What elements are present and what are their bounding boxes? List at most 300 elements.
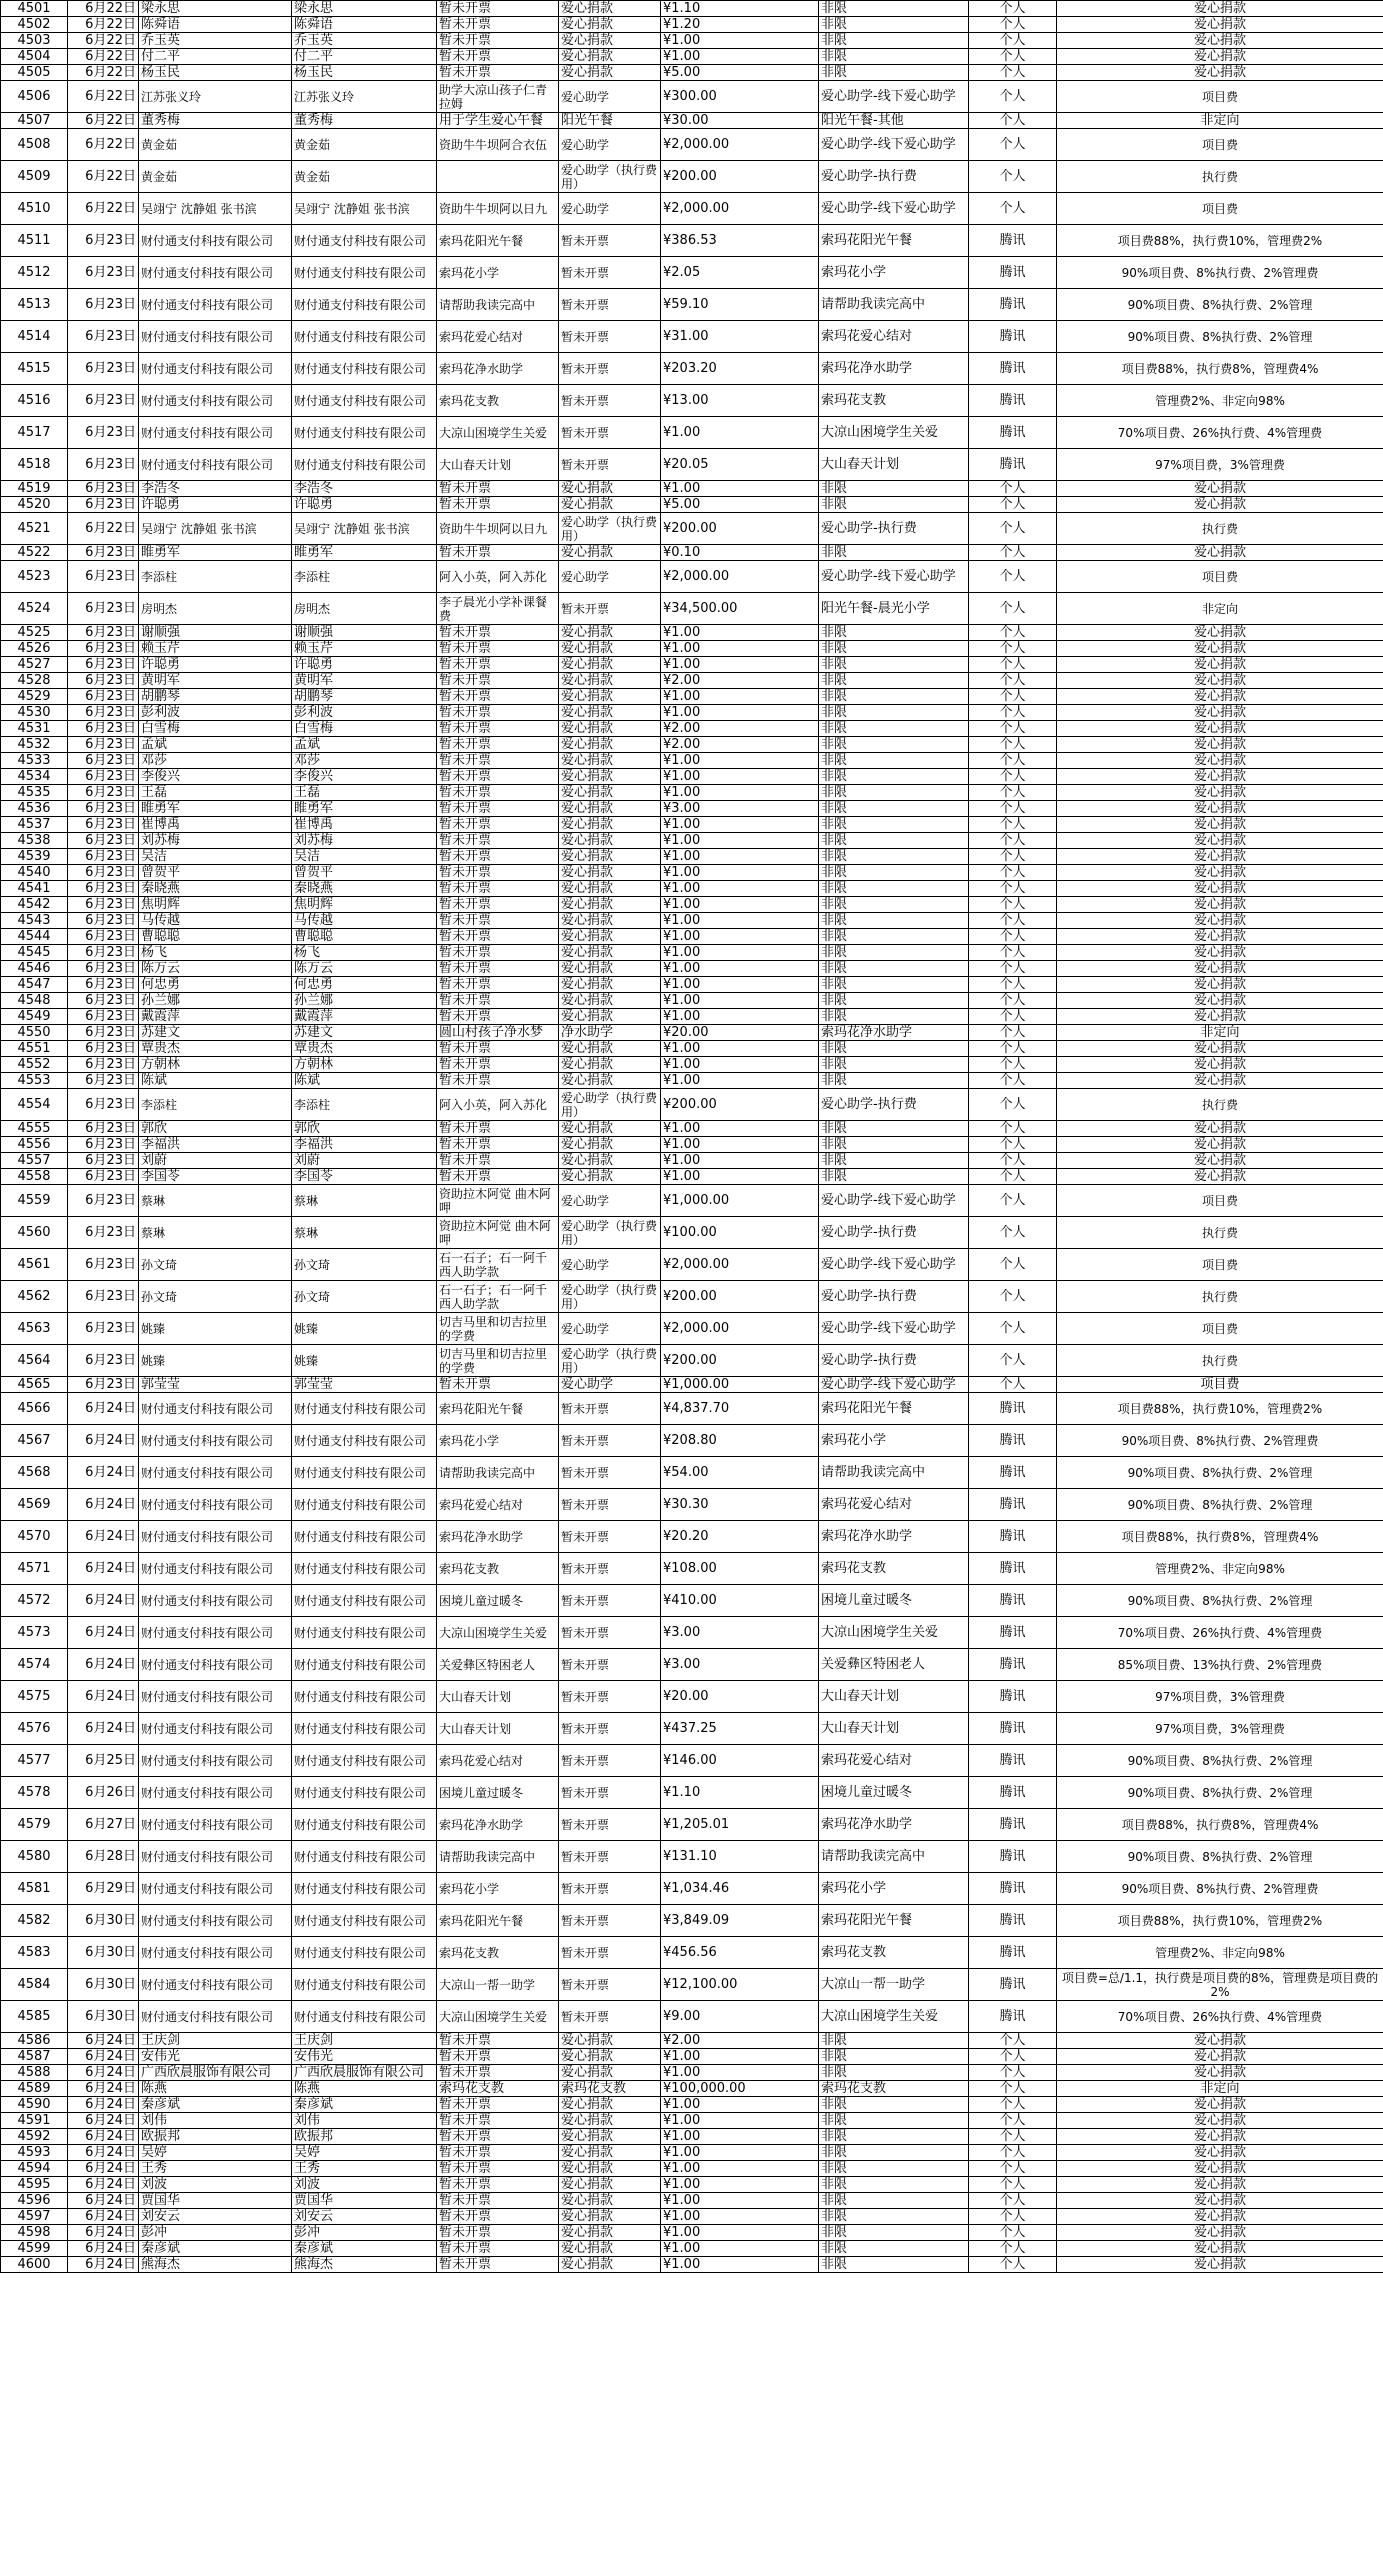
cell-purpose: 索玛花净水助学 <box>437 1809 559 1841</box>
cell-allocation: 项目费 <box>1057 1377 1383 1393</box>
cell-date: 6月23日 <box>68 481 139 497</box>
cell-category: 爱心捐款 <box>559 625 661 641</box>
cell-category: 爱心捐款 <box>559 2193 661 2209</box>
cell-donor: 姚臻 <box>139 1345 292 1377</box>
cell-donor: 睢勇军 <box>139 545 292 561</box>
cell-payer: 财付通支付科技有限公司 <box>292 417 437 449</box>
cell-amount: ¥5.00 <box>661 65 819 81</box>
cell-allocation: 爱心捐款 <box>1057 753 1383 769</box>
cell-category: 爱心捐款 <box>559 785 661 801</box>
cell-row-number: 4501 <box>1 1 68 17</box>
cell-purpose: 索玛花小学 <box>437 1425 559 1457</box>
cell-payer: 王磊 <box>292 785 437 801</box>
table-row <box>1 1089 1383 1121</box>
cell-donor: 刘伟 <box>139 2113 292 2129</box>
cell-row-number: 4577 <box>1 1745 68 1777</box>
cell-donor: 睢勇军 <box>139 801 292 817</box>
cell-row-number: 4551 <box>1 1041 68 1057</box>
cell-donor: 白雪梅 <box>139 721 292 737</box>
cell-category: 爱心捐款 <box>559 481 661 497</box>
cell-amount: ¥1.00 <box>661 769 819 785</box>
cell-allocation: 项目费88%，执行费10%，管理费2% <box>1057 225 1383 257</box>
cell-donor: 吴洁 <box>139 849 292 865</box>
cell-channel: 个人 <box>969 2097 1057 2113</box>
cell-purpose: 困境儿童过暖冬 <box>437 1777 559 1809</box>
cell-allocation: 90%项目费、8%执行费、2%管理 <box>1057 1489 1383 1521</box>
cell-row-number: 4538 <box>1 833 68 849</box>
cell-row-number: 4553 <box>1 1073 68 1089</box>
cell-row-number: 4516 <box>1 385 68 417</box>
cell-payer: 吴婷 <box>292 2145 437 2161</box>
cell-channel: 个人 <box>969 81 1057 113</box>
cell-project: 索玛花小学 <box>819 257 969 289</box>
cell-allocation: 非定向 <box>1057 1025 1383 1041</box>
cell-purpose: 暂未开票 <box>437 801 559 817</box>
cell-purpose: 暂未开票 <box>437 545 559 561</box>
cell-project: 非限 <box>819 1169 969 1185</box>
cell-allocation: 项目费 <box>1057 1313 1383 1345</box>
cell-channel: 个人 <box>969 641 1057 657</box>
cell-project: 困境儿童过暖冬 <box>819 1777 969 1809</box>
cell-project: 大山春天计划 <box>819 1713 969 1745</box>
cell-allocation: 爱心捐款 <box>1057 2065 1383 2081</box>
cell-row-number: 4567 <box>1 1425 68 1457</box>
cell-category: 爱心捐款 <box>559 17 661 33</box>
cell-row-number: 4509 <box>1 161 68 193</box>
cell-category: 爱心捐款 <box>559 657 661 673</box>
cell-channel: 个人 <box>969 497 1057 513</box>
cell-date: 6月23日 <box>68 449 139 481</box>
table-row <box>1 2049 1383 2065</box>
cell-allocation: 爱心捐款 <box>1057 1041 1383 1057</box>
cell-channel: 个人 <box>969 865 1057 881</box>
cell-purpose: 索玛花阳光午餐 <box>437 1393 559 1425</box>
cell-row-number: 4542 <box>1 897 68 913</box>
cell-amount: ¥31.00 <box>661 321 819 353</box>
cell-amount: ¥20.20 <box>661 1521 819 1553</box>
cell-allocation: 执行费 <box>1057 1217 1383 1249</box>
cell-date: 6月23日 <box>68 1249 139 1281</box>
table-row <box>1 81 1383 113</box>
cell-amount: ¥5.00 <box>661 497 819 513</box>
cell-row-number: 4514 <box>1 321 68 353</box>
cell-donor: 孟斌 <box>139 737 292 753</box>
cell-date: 6月23日 <box>68 1057 139 1073</box>
cell-amount: ¥4,837.70 <box>661 1393 819 1425</box>
cell-category: 暂未开票 <box>559 353 661 385</box>
cell-category: 暂未开票 <box>559 1425 661 1457</box>
cell-amount: ¥20.00 <box>661 1025 819 1041</box>
cell-row-number: 4529 <box>1 689 68 705</box>
cell-date: 6月23日 <box>68 1169 139 1185</box>
cell-project: 爱心助学-执行费 <box>819 1217 969 1249</box>
cell-project: 索玛花支教 <box>819 1937 969 1969</box>
cell-donor: 财付通支付科技有限公司 <box>139 1617 292 1649</box>
cell-row-number: 4561 <box>1 1249 68 1281</box>
table-row <box>1 2033 1383 2049</box>
cell-donor: 财付通支付科技有限公司 <box>139 1425 292 1457</box>
cell-purpose: 暂未开票 <box>437 1137 559 1153</box>
cell-purpose: 暂未开票 <box>437 945 559 961</box>
cell-payer: 曹聪聪 <box>292 929 437 945</box>
cell-amount: ¥1.00 <box>661 785 819 801</box>
cell-allocation: 爱心捐款 <box>1057 721 1383 737</box>
cell-date: 6月24日 <box>68 1649 139 1681</box>
cell-date: 6月23日 <box>68 1345 139 1377</box>
cell-purpose: 暂未开票 <box>437 689 559 705</box>
cell-row-number: 4525 <box>1 625 68 641</box>
cell-category: 暂未开票 <box>559 1873 661 1905</box>
cell-payer: 秦彦斌 <box>292 2241 437 2257</box>
cell-donor: 戴霞萍 <box>139 1009 292 1025</box>
cell-amount: ¥1.00 <box>661 1009 819 1025</box>
cell-channel: 个人 <box>969 2177 1057 2193</box>
cell-channel: 腾讯 <box>969 1745 1057 1777</box>
cell-project: 非限 <box>819 769 969 785</box>
cell-donor: 崔博禹 <box>139 817 292 833</box>
cell-purpose: 暂未开票 <box>437 977 559 993</box>
cell-donor: 曹聪聪 <box>139 929 292 945</box>
cell-channel: 腾讯 <box>969 1905 1057 1937</box>
cell-category: 爱心捐款 <box>559 1121 661 1137</box>
table-row <box>1 385 1383 417</box>
cell-donor: 安伟光 <box>139 2049 292 2065</box>
cell-project: 非限 <box>819 1153 969 1169</box>
cell-payer: 崔博禹 <box>292 817 437 833</box>
cell-allocation: 90%项目费、8%执行费、2%管理费 <box>1057 1425 1383 1457</box>
cell-donor: 郭欣 <box>139 1121 292 1137</box>
cell-payer: 孙文琦 <box>292 1281 437 1313</box>
cell-allocation: 爱心捐款 <box>1057 2113 1383 2129</box>
cell-date: 6月24日 <box>68 2257 139 2273</box>
cell-row-number: 4559 <box>1 1185 68 1217</box>
table-row <box>1 1073 1383 1089</box>
cell-donor: 熊海杰 <box>139 2257 292 2273</box>
cell-category: 爱心捐款 <box>559 545 661 561</box>
cell-date: 6月28日 <box>68 1841 139 1873</box>
cell-date: 6月23日 <box>68 1377 139 1393</box>
cell-amount: ¥30.00 <box>661 113 819 129</box>
cell-amount: ¥1.00 <box>661 1137 819 1153</box>
cell-project: 阳光午餐-其他 <box>819 113 969 129</box>
table-row <box>1 113 1383 129</box>
cell-row-number: 4597 <box>1 2209 68 2225</box>
cell-payer: 李添柱 <box>292 1089 437 1121</box>
cell-date: 6月24日 <box>68 2193 139 2209</box>
table-row <box>1 497 1383 513</box>
cell-row-number: 4517 <box>1 417 68 449</box>
cell-purpose: 暂未开票 <box>437 897 559 913</box>
cell-payer: 熊海杰 <box>292 2257 437 2273</box>
cell-category: 暂未开票 <box>559 1521 661 1553</box>
cell-amount: ¥1.00 <box>661 913 819 929</box>
cell-allocation: 爱心捐款 <box>1057 785 1383 801</box>
cell-allocation: 爱心捐款 <box>1057 929 1383 945</box>
cell-channel: 个人 <box>969 2113 1057 2129</box>
cell-row-number: 4540 <box>1 865 68 881</box>
cell-purpose <box>437 161 559 193</box>
cell-channel: 个人 <box>969 689 1057 705</box>
cell-date: 6月24日 <box>68 1425 139 1457</box>
cell-payer: 孙文琦 <box>292 1249 437 1281</box>
cell-donor: 王秀 <box>139 2161 292 2177</box>
cell-row-number: 4572 <box>1 1585 68 1617</box>
cell-category: 爱心助学 <box>559 1185 661 1217</box>
cell-date: 6月23日 <box>68 641 139 657</box>
cell-category: 爱心捐款 <box>559 2225 661 2241</box>
cell-payer: 财付通支付科技有限公司 <box>292 385 437 417</box>
table-row <box>1 17 1383 33</box>
cell-donor: 财付通支付科技有限公司 <box>139 225 292 257</box>
cell-amount: ¥200.00 <box>661 1281 819 1313</box>
cell-allocation: 爱心捐款 <box>1057 65 1383 81</box>
cell-channel: 个人 <box>969 801 1057 817</box>
cell-project: 非限 <box>819 897 969 913</box>
table-row <box>1 1713 1383 1745</box>
cell-project: 非限 <box>819 801 969 817</box>
cell-amount: ¥1.00 <box>661 33 819 49</box>
cell-row-number: 4583 <box>1 1937 68 1969</box>
cell-date: 6月23日 <box>68 673 139 689</box>
cell-allocation: 爱心捐款 <box>1057 641 1383 657</box>
cell-amount: ¥1,205.01 <box>661 1809 819 1841</box>
cell-row-number: 4594 <box>1 2161 68 2177</box>
cell-date: 6月24日 <box>68 2129 139 2145</box>
cell-payer: 彭利波 <box>292 705 437 721</box>
cell-purpose: 大凉山困境学生关爱 <box>437 417 559 449</box>
cell-donor: 孙文琦 <box>139 1281 292 1313</box>
cell-channel: 个人 <box>969 2129 1057 2145</box>
cell-channel: 个人 <box>969 545 1057 561</box>
cell-channel: 腾讯 <box>969 417 1057 449</box>
cell-amount: ¥1.20 <box>661 17 819 33</box>
cell-payer: 财付通支付科技有限公司 <box>292 1969 437 2001</box>
cell-channel: 个人 <box>969 625 1057 641</box>
cell-allocation: 项目费 <box>1057 1185 1383 1217</box>
cell-row-number: 4522 <box>1 545 68 561</box>
cell-project: 非限 <box>819 785 969 801</box>
cell-purpose: 暂未开票 <box>437 1073 559 1089</box>
cell-channel: 个人 <box>969 817 1057 833</box>
cell-purpose: 大凉山一帮一助学 <box>437 1969 559 2001</box>
cell-amount: ¥0.10 <box>661 545 819 561</box>
cell-purpose: 关爱彝区特困老人 <box>437 1649 559 1681</box>
cell-amount: ¥1.00 <box>661 961 819 977</box>
cell-payer: 付二平 <box>292 49 437 65</box>
cell-category: 暂未开票 <box>559 321 661 353</box>
cell-project: 大凉山困境学生关爱 <box>819 2001 969 2033</box>
cell-amount: ¥1.00 <box>661 1041 819 1057</box>
table-row <box>1 257 1383 289</box>
cell-channel: 个人 <box>969 561 1057 593</box>
cell-payer: 财付通支付科技有限公司 <box>292 321 437 353</box>
cell-category: 暂未开票 <box>559 1841 661 1873</box>
cell-category: 爱心助学 <box>559 129 661 161</box>
cell-row-number: 4557 <box>1 1153 68 1169</box>
cell-date: 6月23日 <box>68 225 139 257</box>
cell-row-number: 4502 <box>1 17 68 33</box>
cell-purpose: 索玛花支教 <box>437 2081 559 2097</box>
cell-amount: ¥1.00 <box>661 705 819 721</box>
cell-amount: ¥3.00 <box>661 801 819 817</box>
cell-project: 非限 <box>819 49 969 65</box>
cell-purpose: 暂未开票 <box>437 865 559 881</box>
cell-allocation: 90%项目费、8%执行费、2%管理 <box>1057 1777 1383 1809</box>
cell-donor: 焦明辉 <box>139 897 292 913</box>
cell-amount: ¥1.00 <box>661 881 819 897</box>
cell-purpose: 石一石子；石一阿千西人助学款 <box>437 1249 559 1281</box>
cell-project: 非限 <box>819 625 969 641</box>
cell-row-number: 4508 <box>1 129 68 161</box>
cell-donor: 王庆剑 <box>139 2033 292 2049</box>
cell-donor: 陈万云 <box>139 961 292 977</box>
cell-allocation: 非定向 <box>1057 593 1383 625</box>
cell-allocation: 爱心捐款 <box>1057 737 1383 753</box>
cell-payer: 郭莹莹 <box>292 1377 437 1393</box>
cell-category: 爱心捐款 <box>559 737 661 753</box>
cell-payer: 姚臻 <box>292 1313 437 1345</box>
cell-row-number: 4512 <box>1 257 68 289</box>
cell-channel: 腾讯 <box>969 257 1057 289</box>
cell-row-number: 4570 <box>1 1521 68 1553</box>
cell-project: 非限 <box>819 1073 969 1089</box>
cell-channel: 腾讯 <box>969 1457 1057 1489</box>
cell-channel: 个人 <box>969 1345 1057 1377</box>
cell-date: 6月27日 <box>68 1809 139 1841</box>
cell-allocation: 97%项目费，3%管理费 <box>1057 1681 1383 1713</box>
cell-category: 净水助学 <box>559 1025 661 1041</box>
cell-allocation: 项目费 <box>1057 1249 1383 1281</box>
cell-category: 暂未开票 <box>559 2001 661 2033</box>
table-row <box>1 833 1383 849</box>
cell-donor: 陈舜语 <box>139 17 292 33</box>
cell-allocation: 项目费 <box>1057 81 1383 113</box>
cell-channel: 腾讯 <box>969 1489 1057 1521</box>
cell-date: 6月24日 <box>68 2081 139 2097</box>
cell-category: 暂未开票 <box>559 593 661 625</box>
cell-channel: 个人 <box>969 593 1057 625</box>
cell-date: 6月23日 <box>68 689 139 705</box>
cell-amount: ¥3,849.09 <box>661 1905 819 1937</box>
cell-amount: ¥1.00 <box>661 865 819 881</box>
cell-date: 6月23日 <box>68 865 139 881</box>
cell-channel: 腾讯 <box>969 1681 1057 1713</box>
cell-project: 索玛花爱心结对 <box>819 1489 969 1521</box>
cell-channel: 个人 <box>969 1377 1057 1393</box>
cell-purpose: 资助牛牛坝阿合衣伍 <box>437 129 559 161</box>
cell-allocation: 爱心捐款 <box>1057 945 1383 961</box>
cell-date: 6月24日 <box>68 2161 139 2177</box>
cell-purpose: 暂未开票 <box>437 2241 559 2257</box>
cell-amount: ¥1.00 <box>661 1057 819 1073</box>
cell-row-number: 4560 <box>1 1217 68 1249</box>
cell-amount: ¥1,034.46 <box>661 1873 819 1905</box>
cell-donor: 财付通支付科技有限公司 <box>139 1777 292 1809</box>
cell-allocation: 项目费88%，执行费8%，管理费4% <box>1057 1809 1383 1841</box>
cell-payer: 财付通支付科技有限公司 <box>292 1745 437 1777</box>
cell-channel: 个人 <box>969 913 1057 929</box>
cell-channel: 个人 <box>969 961 1057 977</box>
cell-category: 暂未开票 <box>559 1809 661 1841</box>
cell-purpose: 大凉山困境学生关爱 <box>437 2001 559 2033</box>
cell-donor: 孙文琦 <box>139 1249 292 1281</box>
cell-date: 6月22日 <box>68 33 139 49</box>
cell-donor: 乔玉英 <box>139 33 292 49</box>
cell-allocation: 90%项目费、8%执行费、2%管理费 <box>1057 1873 1383 1905</box>
table-row <box>1 561 1383 593</box>
cell-allocation: 90%项目费、8%执行费、2%管理 <box>1057 321 1383 353</box>
cell-donor: 刘安云 <box>139 2209 292 2225</box>
cell-row-number: 4544 <box>1 929 68 945</box>
cell-project: 非限 <box>819 753 969 769</box>
cell-row-number: 4527 <box>1 657 68 673</box>
cell-date: 6月23日 <box>68 993 139 1009</box>
cell-row-number: 4593 <box>1 2145 68 2161</box>
cell-date: 6月23日 <box>68 625 139 641</box>
cell-category: 爱心捐款 <box>559 2097 661 2113</box>
cell-channel: 个人 <box>969 897 1057 913</box>
cell-category: 暂未开票 <box>559 1649 661 1681</box>
cell-project: 非限 <box>819 481 969 497</box>
cell-donor: 彭冲 <box>139 2225 292 2241</box>
cell-date: 6月24日 <box>68 1585 139 1617</box>
cell-row-number: 4595 <box>1 2177 68 2193</box>
cell-category: 爱心捐款 <box>559 689 661 705</box>
cell-payer: 黄金茹 <box>292 161 437 193</box>
table-row <box>1 1809 1383 1841</box>
cell-amount: ¥1.00 <box>661 1169 819 1185</box>
cell-date: 6月30日 <box>68 2001 139 2033</box>
cell-payer: 陈舜语 <box>292 17 437 33</box>
table-row <box>1 1153 1383 1169</box>
cell-payer: 欧振邦 <box>292 2129 437 2145</box>
cell-donor: 蔡琳 <box>139 1217 292 1249</box>
cell-category: 暂未开票 <box>559 1937 661 1969</box>
table-row <box>1 2129 1383 2145</box>
cell-row-number: 4519 <box>1 481 68 497</box>
table-row <box>1 945 1383 961</box>
cell-amount: ¥1.00 <box>661 753 819 769</box>
cell-allocation: 执行费 <box>1057 513 1383 545</box>
cell-payer: 何忠勇 <box>292 977 437 993</box>
cell-project: 爱心助学-线下爱心助学 <box>819 1313 969 1345</box>
cell-category: 爱心捐款 <box>559 977 661 993</box>
table-row <box>1 1457 1383 1489</box>
table-row <box>1 929 1383 945</box>
cell-row-number: 4510 <box>1 193 68 225</box>
cell-date: 6月22日 <box>68 161 139 193</box>
cell-project: 非限 <box>819 2241 969 2257</box>
cell-payer: 财付通支付科技有限公司 <box>292 1617 437 1649</box>
cell-purpose: 暂未开票 <box>437 1009 559 1025</box>
cell-amount: ¥1.00 <box>661 2065 819 2081</box>
cell-payer: 乔玉英 <box>292 33 437 49</box>
cell-allocation: 项目费88%，执行费10%，管理费2% <box>1057 1393 1383 1425</box>
cell-purpose: 暂未开票 <box>437 721 559 737</box>
cell-date: 6月26日 <box>68 1777 139 1809</box>
cell-channel: 个人 <box>969 657 1057 673</box>
cell-category: 爱心捐款 <box>559 2129 661 2145</box>
cell-purpose: 暂未开票 <box>437 2129 559 2145</box>
cell-allocation: 爱心捐款 <box>1057 33 1383 49</box>
cell-date: 6月23日 <box>68 593 139 625</box>
cell-payer: 睢勇军 <box>292 801 437 817</box>
cell-channel: 个人 <box>969 1249 1057 1281</box>
cell-purpose: 暂未开票 <box>437 17 559 33</box>
cell-project: 非限 <box>819 2257 969 2273</box>
cell-row-number: 4562 <box>1 1281 68 1313</box>
cell-payer: 白雪梅 <box>292 721 437 737</box>
